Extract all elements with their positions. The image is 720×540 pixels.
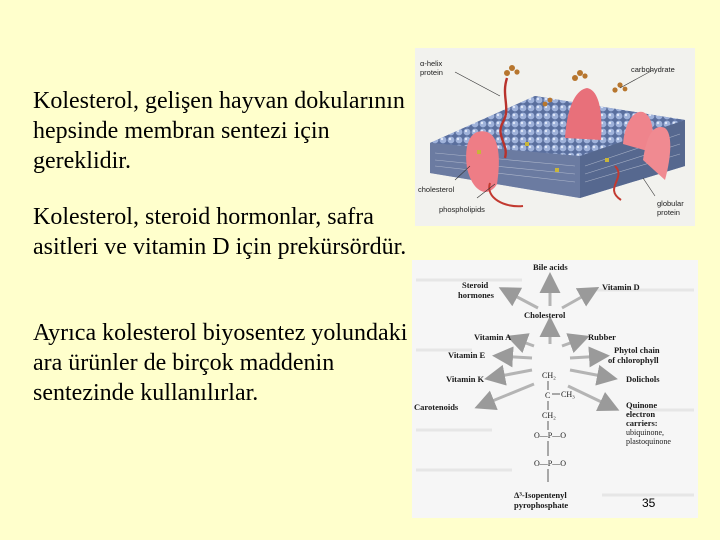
- label-dolichols: Dolichols: [626, 374, 660, 384]
- label-quinone: Quinone: [626, 400, 658, 410]
- label-bile-acids: Bile acids: [533, 262, 568, 272]
- label-phytol-chain-2: of chlorophyll: [608, 355, 659, 365]
- globular-protein-shape: [565, 88, 601, 140]
- chem-c: C: [545, 391, 551, 400]
- label-carotenoids: Carotenoids: [414, 402, 459, 412]
- label-quinone-3: carriers:: [626, 418, 658, 428]
- label-isopentenyl: Δ³-Isopentenyl: [514, 490, 567, 500]
- label-vitamin-a: Vitamin A: [474, 332, 512, 342]
- label-globular-protein: globular: [657, 199, 684, 208]
- label-alpha-helix-2: protein: [420, 68, 443, 77]
- label-carbohydrate: carbohydrate: [631, 65, 675, 74]
- chem-ch2-a: CH₂: [542, 371, 556, 380]
- label-quinone-2: electron: [626, 409, 656, 419]
- pathway-illustration: [412, 260, 698, 518]
- chem-ch3: CH₃: [561, 390, 575, 399]
- label-cholesterol-center: Cholesterol: [524, 310, 566, 320]
- paragraph-biosynthesis-intermediates: Ayrıca kolesterol biyosentez yolundaki ara ürünler de birçok maddenin sentezinde kullanılırlar.: [33, 320, 408, 406]
- label-rubber: Rubber: [588, 332, 616, 342]
- page-number: 35: [642, 496, 656, 510]
- label-steroid-hormones: Steroid: [462, 280, 489, 290]
- label-steroid-hormones-2: hormones: [458, 290, 494, 300]
- label-phospholipids: phospholipids: [439, 205, 485, 214]
- label-cholesterol: cholesterol: [418, 185, 455, 194]
- label-globular-protein-2: protein: [657, 208, 680, 217]
- chem-phosphate-1: O—P—O: [534, 431, 567, 440]
- label-vitamin-e: Vitamin E: [448, 350, 486, 360]
- label-vitamin-k: Vitamin K: [446, 374, 485, 384]
- label-phytol-chain: Phytol chain: [614, 345, 660, 355]
- membrane-illustration: [415, 48, 695, 226]
- label-alpha-helix: α-helix: [420, 59, 443, 68]
- paragraph-cholesterol-precursor: Kolesterol, steroid hormonlar, safra asitleri ve vitamin D için prekürsördür.: [33, 204, 407, 260]
- paragraph-cholesterol-membrane: Kolesterol, gelişen hayvan dokularının hepsinde membran sentezi için gereklidir.: [33, 88, 405, 174]
- label-quinone-5: plastoquinone: [626, 437, 671, 446]
- label-vitamin-d: Vitamin D: [602, 282, 640, 292]
- label-isopentenyl-2: pyrophosphate: [514, 500, 569, 510]
- chem-phosphate-2: O—P—O: [534, 459, 567, 468]
- chem-ch2-b: CH₂: [542, 411, 556, 420]
- label-quinone-4: ubiquinone,: [626, 428, 664, 437]
